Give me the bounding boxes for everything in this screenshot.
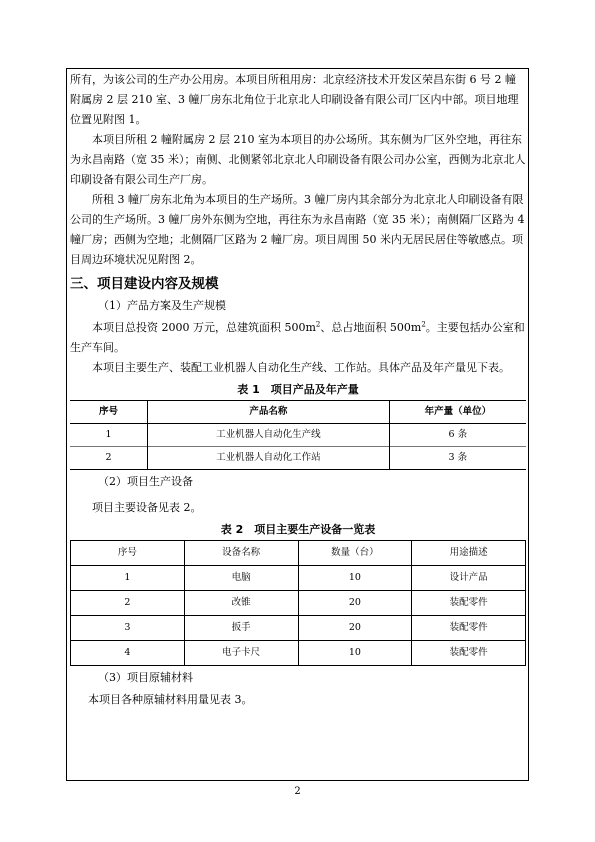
table-cell: 6 条 xyxy=(389,424,526,447)
products-table xyxy=(70,400,526,470)
table-header-cell: 年产量（单位） xyxy=(389,401,526,424)
table-header-cell: 产品名称 xyxy=(148,401,390,424)
page-number: 2 xyxy=(294,786,301,797)
subheading-product-plan: （1）产品方案及生产规模 xyxy=(98,299,226,312)
table-header-cell: 设备名称 xyxy=(184,541,298,566)
table-row xyxy=(70,447,526,470)
table-cell: 装配零件 xyxy=(412,616,526,641)
paragraph-office-surroundings: 本项目所租 2 幢附属房 2 层 210 室为本项目的办公场所。其东侧为厂区外空地，再往东为永昌南路（宽 35 米）；南侧、北侧紧邻北京北人印刷设备有限公司办公室，西侧为北京北人印刷设备有限公司生产厂房。 xyxy=(70,133,526,186)
table-cell: 10 xyxy=(298,641,412,666)
table-cell: 20 xyxy=(298,591,412,616)
table-cell: 1 xyxy=(70,424,148,447)
table-cell: 工业机器人自动化生产线 xyxy=(148,424,390,447)
investment-text-c: 。主要包括办公室和生产车间。 xyxy=(70,321,525,354)
table-cell: 1 xyxy=(71,566,185,591)
section-heading: 三、项目建设内容及规模 xyxy=(70,276,219,292)
table-cell: 装配零件 xyxy=(412,641,526,666)
table-row xyxy=(71,616,526,641)
paragraph-products: 本项目主要生产、装配工业机器人自动化生产线、工作站。具体产品及年产量见下表。 xyxy=(92,361,510,374)
paragraph-location: 所有，为该公司的生产办公用房。本项目所租用房：北京经济技术开发区荣昌东街 6 号 2 幢附属房 2 层 210 室、3 幢厂房东北角位于北京北人印刷设备有限公司厂区内中部。项目地理位置见附图 1。 xyxy=(70,73,519,126)
document-body xyxy=(70,70,526,710)
table-row xyxy=(70,424,526,447)
table-cell: 2 xyxy=(71,591,185,616)
table-row xyxy=(71,566,526,591)
paragraph-investment xyxy=(70,318,526,358)
table-cell: 装配零件 xyxy=(412,591,526,616)
table1-caption: 表 1 项目产品及年产量 xyxy=(237,383,359,396)
paragraph-production-surroundings: 所租 3 幢厂房东北角为本项目的生产场所。3 幢厂房内其余部分为北京北人印刷设备有限公司的生产场所。3 幢厂房外东侧为空地，再往东为永昌南路（宽 35 米）；南侧隔厂区路为 4 幢厂房；西侧为空地；北侧隔厂区路为 2 幢厂房。项目周围 50 米内无居民居住等敏感点。项目周边环境状况见附图 2。 xyxy=(70,193,525,266)
table-row xyxy=(71,591,526,616)
investment-text-a: 本项目总投资 2000 万元，总建筑面积 500m xyxy=(92,321,316,334)
table-cell: 2 xyxy=(70,447,148,470)
subheading-materials: （3）项目原辅材料 xyxy=(98,671,193,684)
table-header-cell: 数量（台） xyxy=(298,541,412,566)
paragraph-materials: 本项目各种原辅材料用量见表 3。 xyxy=(88,693,253,706)
table-cell: 扳手 xyxy=(184,616,298,641)
area-unit-superscript: 2 xyxy=(421,320,426,329)
table-row xyxy=(71,641,526,666)
investment-text-b: 、总占地面积 500m xyxy=(320,321,422,334)
table-cell: 10 xyxy=(298,566,412,591)
table-header-cell: 序号 xyxy=(71,541,185,566)
table-cell: 3 条 xyxy=(389,447,526,470)
area-unit-superscript: 2 xyxy=(315,320,321,329)
table-cell: 电脑 xyxy=(184,566,298,591)
table-header-cell: 序号 xyxy=(70,401,148,424)
table-cell: 电子卡尺 xyxy=(184,641,298,666)
paragraph-equipment: 项目主要设备见表 2。 xyxy=(92,501,202,514)
table-header-row xyxy=(71,541,526,566)
table-cell: 20 xyxy=(298,616,412,641)
table-cell: 4 xyxy=(71,641,185,666)
subheading-equipment: （2）项目生产设备 xyxy=(98,475,193,488)
table-cell: 改锥 xyxy=(184,591,298,616)
table-cell: 3 xyxy=(71,616,185,641)
equipment-table xyxy=(70,540,526,666)
table-cell: 设计产品 xyxy=(412,566,526,591)
table2-caption: 表 2 项目主要生产设备一览表 xyxy=(220,523,376,536)
table-cell: 工业机器人自动化工作站 xyxy=(148,447,390,470)
table-header-cell: 用途描述 xyxy=(412,541,526,566)
table-header-row xyxy=(70,401,526,424)
